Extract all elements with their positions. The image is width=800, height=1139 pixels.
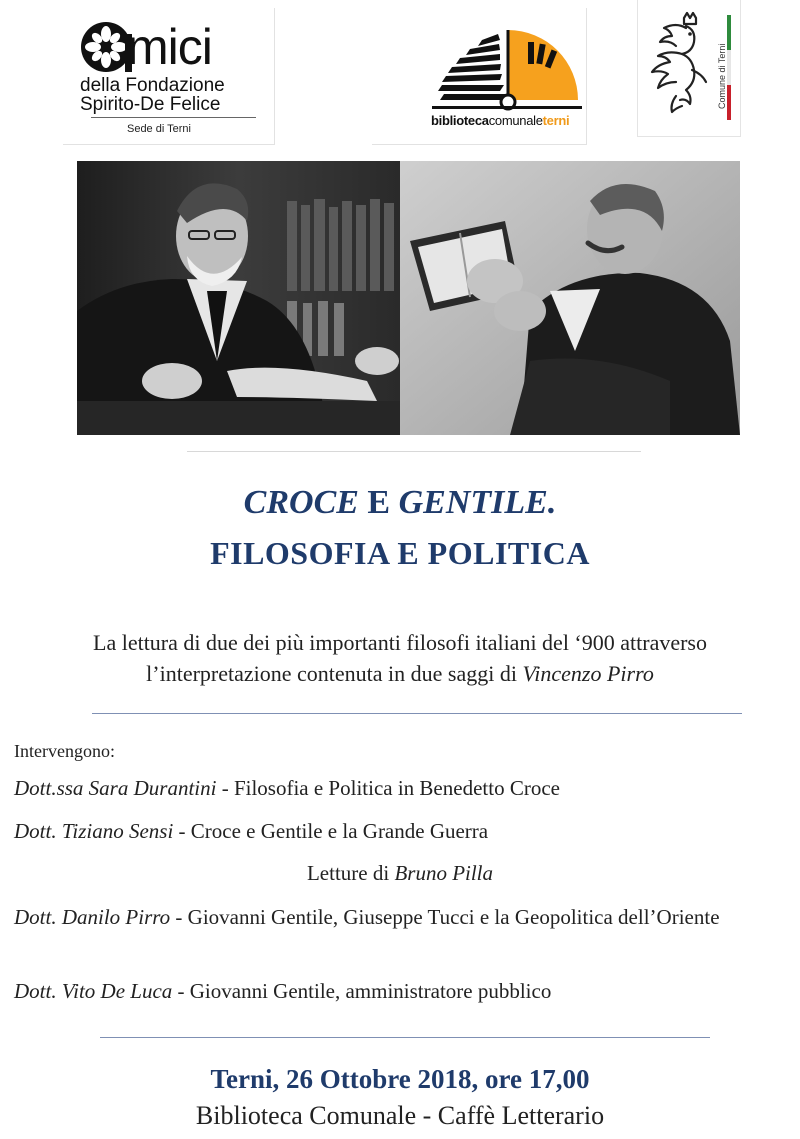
amici-flower-icon (79, 20, 133, 74)
readings-line (0, 858, 800, 889)
speakers-intro: Intervengono: (14, 741, 115, 761)
speaker-talk: - Filosofia e Politica in Benedetto Croce (216, 776, 560, 800)
speaker-talk: - Giovanni Gentile, Giuseppe Tucci e la Geopolitica dell’Oriente (170, 905, 720, 929)
amici-wordmark (79, 18, 212, 76)
photos-divider (187, 451, 641, 452)
dragon-crest-icon (646, 10, 716, 128)
speaker-item (14, 773, 770, 804)
speaker-talk: - Giovanni Gentile, amministratore pubblico (172, 979, 552, 1003)
description-text: l’interpretazione contenuta in due saggi di (146, 661, 523, 686)
portrait-left-image (77, 161, 400, 435)
speaker-item (14, 902, 770, 933)
bib-part-1: biblioteca (431, 113, 489, 128)
speaker-name: Dott. Danilo Pirro (14, 905, 171, 929)
event-date-time: Terni, 26 Ottobre 2018, ore 17,00 (210, 1064, 590, 1094)
event-subtitle: FILOSOFIA E POLITICA (210, 535, 590, 571)
description-author: Vincenzo Pirro (522, 661, 654, 686)
open-book-icon (432, 20, 584, 112)
event-venue: Biblioteca Comunale - Caffè Letterario (195, 1101, 605, 1130)
biblioteca-comunale-logo (372, 8, 587, 145)
readings-label: Letture di (306, 861, 395, 885)
readings-name: Bruno Pilla (394, 861, 494, 885)
amici-sede: Sede di Terni (126, 123, 191, 135)
speaker-talk: - Croce e Gentile e la Grande Guerra (173, 819, 489, 843)
speaker-name: Dott. Vito De Luca (14, 979, 173, 1003)
comune-di-terni-logo (637, 0, 741, 137)
speaker-name: Dott.ssa Sara Durantini (14, 776, 217, 800)
portrait-croce-writing (77, 161, 400, 435)
portrait-photos (77, 161, 740, 435)
speaker-name: Dott. Tiziano Sensi (14, 819, 174, 843)
title-gentile: GENTILE. (398, 484, 557, 521)
amici-divider (91, 117, 256, 118)
amici-line-2: Spirito-De Felice (80, 94, 221, 115)
event-title (0, 483, 800, 523)
italian-flag (727, 15, 731, 120)
title-croce: CROCE (243, 484, 359, 521)
speaker-item (14, 976, 770, 1007)
amici-word-rest: mici (127, 19, 212, 75)
amici-line-1: della Fondazione (80, 75, 225, 96)
amici-subtitle (80, 76, 225, 114)
bib-part-3: terni (542, 113, 570, 128)
amici-fondazione-logo (63, 8, 275, 145)
speaker-item (14, 816, 770, 847)
biblioteca-wordmark (431, 113, 569, 128)
portrait-gentile-reading (400, 161, 740, 435)
description-line-1: La lettura di due dei più importanti filosofi italiani del ‘900 attraverso (93, 630, 707, 655)
comune-label: Comune di Terni (717, 43, 727, 109)
section-divider-top (92, 713, 742, 714)
title-conjunction: E (358, 484, 399, 521)
section-divider-bottom (100, 1037, 710, 1038)
description-line-2 (0, 659, 800, 689)
bib-part-2: comunale (488, 113, 543, 128)
portrait-right-image (400, 161, 740, 435)
